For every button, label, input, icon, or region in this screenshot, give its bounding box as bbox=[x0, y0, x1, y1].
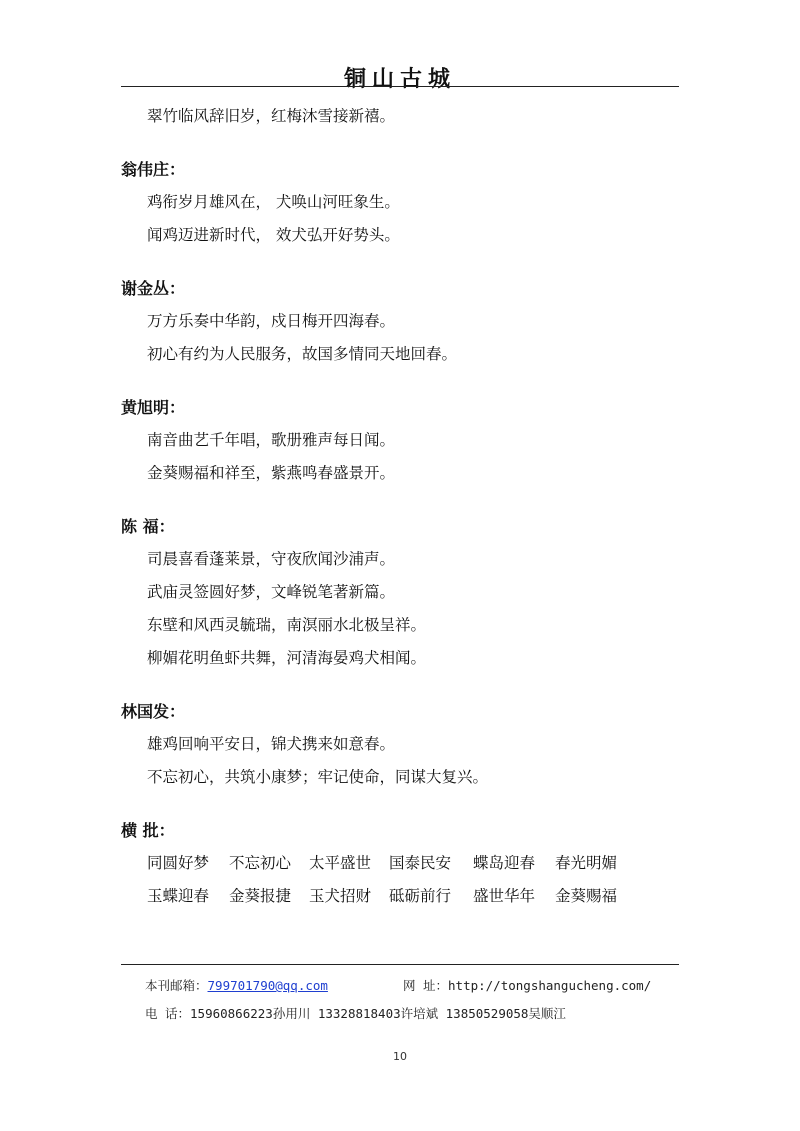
email-link[interactable]: 799701790@qq.com bbox=[207, 978, 328, 993]
hengpi-item: 春光明媚 bbox=[555, 854, 618, 872]
couplet-line: 柳媚花明鱼虾共舞，河清海晏鸡犬相闻。 bbox=[147, 649, 427, 667]
couplet-line: 南音曲艺千年唱，歌册雅声每日闻。 bbox=[147, 431, 396, 449]
hengpi-item: 蝶岛迎春 bbox=[473, 854, 536, 872]
author-name: 谢金丛： bbox=[121, 279, 186, 298]
hengpi-item: 玉犬招财 bbox=[309, 887, 372, 905]
couplet-line: 东壁和风西灵毓瑞，南溟丽水北极呈祥。 bbox=[147, 616, 427, 634]
couplet-line: 万方乐奏中华韵，戍日梅开四海春。 bbox=[147, 312, 396, 330]
entry-chen bbox=[121, 510, 681, 675]
hengpi-item: 盛世华年 bbox=[473, 887, 536, 905]
hengpi-item: 国泰民安 bbox=[389, 854, 452, 872]
page-number: 10 bbox=[393, 1050, 407, 1063]
website-label: 网 址： bbox=[403, 978, 449, 993]
author-name: 林国发： bbox=[121, 702, 186, 721]
phone-numbers: 15960866223孙用川 13328818403许培斌 13850529058吴顺江 bbox=[190, 1006, 566, 1021]
footer-divider bbox=[121, 964, 679, 965]
couplet-line: 闻鸡迈进新时代， 效犬弘开好势头。 bbox=[147, 226, 400, 244]
hengpi-row bbox=[121, 880, 681, 913]
phone-label: 电 话： bbox=[145, 1006, 191, 1021]
hengpi-row bbox=[121, 847, 681, 880]
couplet-line: 武庙灵签圆好梦，文峰锐笔著新篇。 bbox=[147, 583, 396, 601]
author-name: 翁伟庄： bbox=[121, 160, 186, 179]
entry-hengpi bbox=[121, 814, 681, 913]
hengpi-label: 横 批： bbox=[121, 821, 175, 840]
hengpi-item: 金葵报捷 bbox=[229, 887, 292, 905]
hengpi-item: 太平盛世 bbox=[309, 854, 372, 872]
author-name: 陈 福： bbox=[121, 517, 175, 536]
entry-huang bbox=[121, 391, 681, 490]
entry-weng bbox=[121, 153, 681, 252]
couplet-line: 鸡衔岁月雄风在， 犬唤山河旺象生。 bbox=[147, 193, 400, 211]
website-info bbox=[403, 972, 651, 1000]
entry-lin bbox=[121, 695, 681, 794]
email-label: 本刊邮箱： bbox=[145, 978, 208, 993]
couplet-line: 不忘初心，共筑小康梦；牢记使命，同谋大复兴。 bbox=[147, 768, 489, 786]
hengpi-item: 同圆好梦 bbox=[147, 854, 210, 872]
couplet-line: 雄鸡回响平安日，锦犬携来如意春。 bbox=[147, 735, 396, 753]
hengpi-item: 砥砺前行 bbox=[389, 887, 452, 905]
author-name: 黄旭明： bbox=[121, 398, 186, 417]
footer-phone-row bbox=[145, 1000, 685, 1028]
couplet-line: 初心有约为人民服务，故国多情同天地回春。 bbox=[147, 345, 458, 363]
page-footer bbox=[145, 972, 685, 1028]
couplet-line: 翠竹临风辞旧岁，红梅沐雪接新禧。 bbox=[147, 107, 396, 125]
header-divider bbox=[121, 86, 679, 87]
footer-contact-row bbox=[145, 972, 685, 1000]
entry-xie bbox=[121, 272, 681, 371]
hengpi-item: 不忘初心 bbox=[229, 854, 292, 872]
page-header-title: 铜山古城 bbox=[343, 66, 456, 92]
hengpi-item: 金葵赐福 bbox=[555, 887, 618, 905]
couplet-line: 金葵赐福和祥至，紫燕鸣春盛景开。 bbox=[147, 464, 396, 482]
hengpi-item: 玉蝶迎春 bbox=[147, 887, 210, 905]
document-body bbox=[121, 100, 681, 913]
website-url[interactable]: http://tongshangucheng.com/ bbox=[448, 978, 652, 993]
couplet-line: 司晨喜看蓬莱景，守夜欣闻沙浦声。 bbox=[147, 550, 396, 568]
